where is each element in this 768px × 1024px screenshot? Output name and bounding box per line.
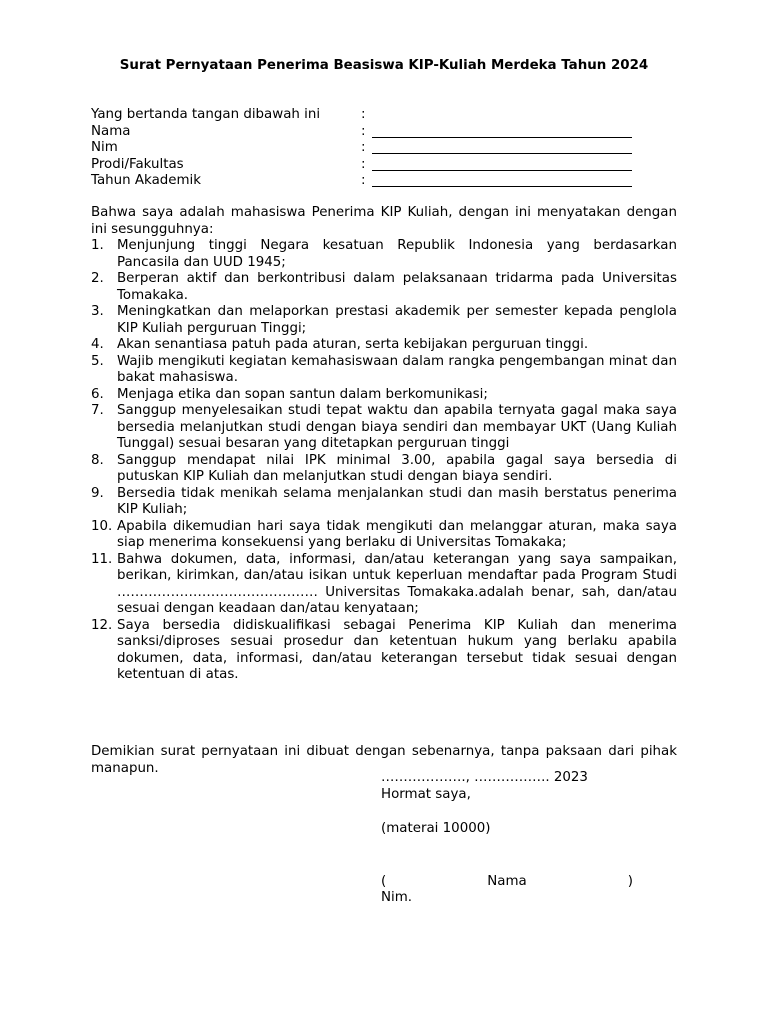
identity-block — [91, 107, 651, 190]
list-item — [91, 618, 677, 684]
list-text: Meningkatkan dan melaporkan prestasi akademik per semester kepada penglola KIP Kuliah perguruan Tinggi; — [117, 304, 677, 336]
list-text: Saya bersedia didiskualifikasi sebagai Penerima KIP Kuliah dan menerima sanksi/diproses sesuai prosedur dan ketentuan hukum yang berlaku apabila dokumen, data, informasi, dan/atau keterangan tersebut tidak sesuai dengan ketentuan di atas. — [117, 617, 677, 682]
list-item — [91, 403, 677, 453]
list-number: 2. — [91, 271, 104, 286]
list-number: 3. — [91, 304, 104, 319]
list-item — [91, 453, 677, 486]
list-number: 9. — [91, 485, 104, 501]
list-item — [91, 486, 677, 519]
list-number: 1. — [91, 238, 104, 253]
list-text: Berperan aktif dan berkontribusi dalam pelaksanaan tridarma pada Universitas Tomakaka. — [117, 271, 677, 303]
list-item — [91, 337, 677, 354]
colon: : — [361, 123, 366, 139]
list-text: Sanggup menyelesaikan studi tepat waktu dan apabila ternyata gagal maka saya bersedia melanjutkan studi dengan biaya sendiri dan membayar UKT (Uang Kuliah Tunggal) sesuai besaran yang ditetapkan perguruan tinggi — [117, 403, 677, 451]
materai-placeholder: (materai 10000) — [381, 821, 491, 836]
list-item — [91, 238, 677, 271]
open-paren: ( — [381, 874, 387, 889]
nim-fill-line[interactable] — [372, 153, 632, 154]
colon: : — [361, 173, 366, 188]
signature-date: ………………., …………….. 2023 — [381, 770, 588, 785]
list-number: 8. — [91, 452, 104, 468]
list-number: 4. — [91, 337, 104, 352]
identity-row-tahun — [91, 173, 651, 190]
signature-nim: Nim. — [381, 890, 413, 905]
tahun-fill-line[interactable] — [372, 186, 632, 187]
identity-row-nim — [91, 140, 651, 157]
list-item — [91, 552, 677, 618]
colon: : — [361, 140, 366, 155]
identity-intro-row — [91, 107, 651, 124]
colon: : — [361, 156, 366, 172]
signature-name-line — [381, 874, 633, 891]
list-number: 11. — [91, 551, 113, 567]
list-text: Akan senantiasa patuh pada aturan, serta kebijakan perguruan tinggi. — [117, 337, 589, 352]
field-label-nama: Nama — [91, 123, 131, 139]
signature-name: Nama — [487, 874, 527, 889]
prodi-fill-line[interactable] — [372, 170, 632, 171]
close-paren: ) — [627, 874, 633, 889]
signature-greeting: Hormat saya, — [381, 787, 471, 802]
statement-list — [91, 238, 677, 684]
list-text: Wajib mengikuti kegiatan kemahasiswaan dalam rangka pengembangan minat dan bakat mahasiswa. — [117, 353, 677, 385]
list-item — [91, 387, 677, 404]
list-number: 5. — [91, 353, 104, 369]
list-number: 12. — [91, 617, 113, 633]
list-number: 6. — [91, 386, 104, 402]
list-item — [91, 354, 677, 387]
list-text: Menjunjung tinggi Negara kesatuan Republik Indonesia yang berdasarkan Pancasila dan UUD 1945; — [117, 238, 677, 270]
nama-fill-line[interactable] — [372, 137, 632, 138]
list-text: Bersedia tidak menikah selama menjalankan studi dan masih berstatus penerima KIP Kuliah; — [117, 485, 677, 517]
field-label-tahun: Tahun Akademik — [91, 173, 202, 188]
list-text: Apabila dikemudian hari saya tidak mengikuti dan melanggar aturan, maka saya siap menerima konsekuensi yang berlaku di Universitas Tomakaka; — [117, 518, 677, 550]
list-item — [91, 519, 677, 552]
list-number: 10. — [91, 518, 113, 534]
document-title: Surat Pernyataan Penerima Beasiswa KIP-Kuliah Merdeka Tahun 2024 — [119, 58, 649, 73]
identity-row-nama — [91, 124, 651, 141]
statement-intro: Bahwa saya adalah mahasiswa Penerima KIP Kuliah, dengan ini menyatakan dengan ini sesungguhnya: — [91, 205, 677, 237]
field-label-prodi: Prodi/Fakultas — [91, 156, 184, 172]
identity-intro: Yang bertanda tangan dibawah ini — [91, 107, 321, 122]
list-text: Sanggup mendapat nilai IPK minimal 3.00, apabila gagal saya bersedia di putuskan KIP Kuliah dan melanjutkan studi dengan biaya sendiri. — [117, 452, 677, 484]
closing-paragraph: Demikian surat pernyataan ini dibuat dengan sebenarnya, tanpa paksaan dari pihak manapun. — [91, 744, 677, 776]
identity-row-prodi — [91, 157, 651, 174]
list-number: 7. — [91, 403, 104, 418]
list-item — [91, 304, 677, 337]
list-text: Bahwa dokumen, data, informasi, dan/atau keterangan yang saya sampaikan, berikan, kirimkan, dan/atau isikan untuk keperluan mendaftar pada Program Studi ……………………………………… Universitas Tomakaka.adalah benar, sah, dan/atau sesuai dengan keadaan dan/atau kenyataan; — [117, 551, 677, 616]
list-item — [91, 271, 677, 304]
list-text: Menjaga etika dan sopan santun dalam berkomunikasi; — [117, 386, 488, 402]
field-label-nim: Nim — [91, 140, 118, 155]
colon: : — [361, 107, 366, 122]
